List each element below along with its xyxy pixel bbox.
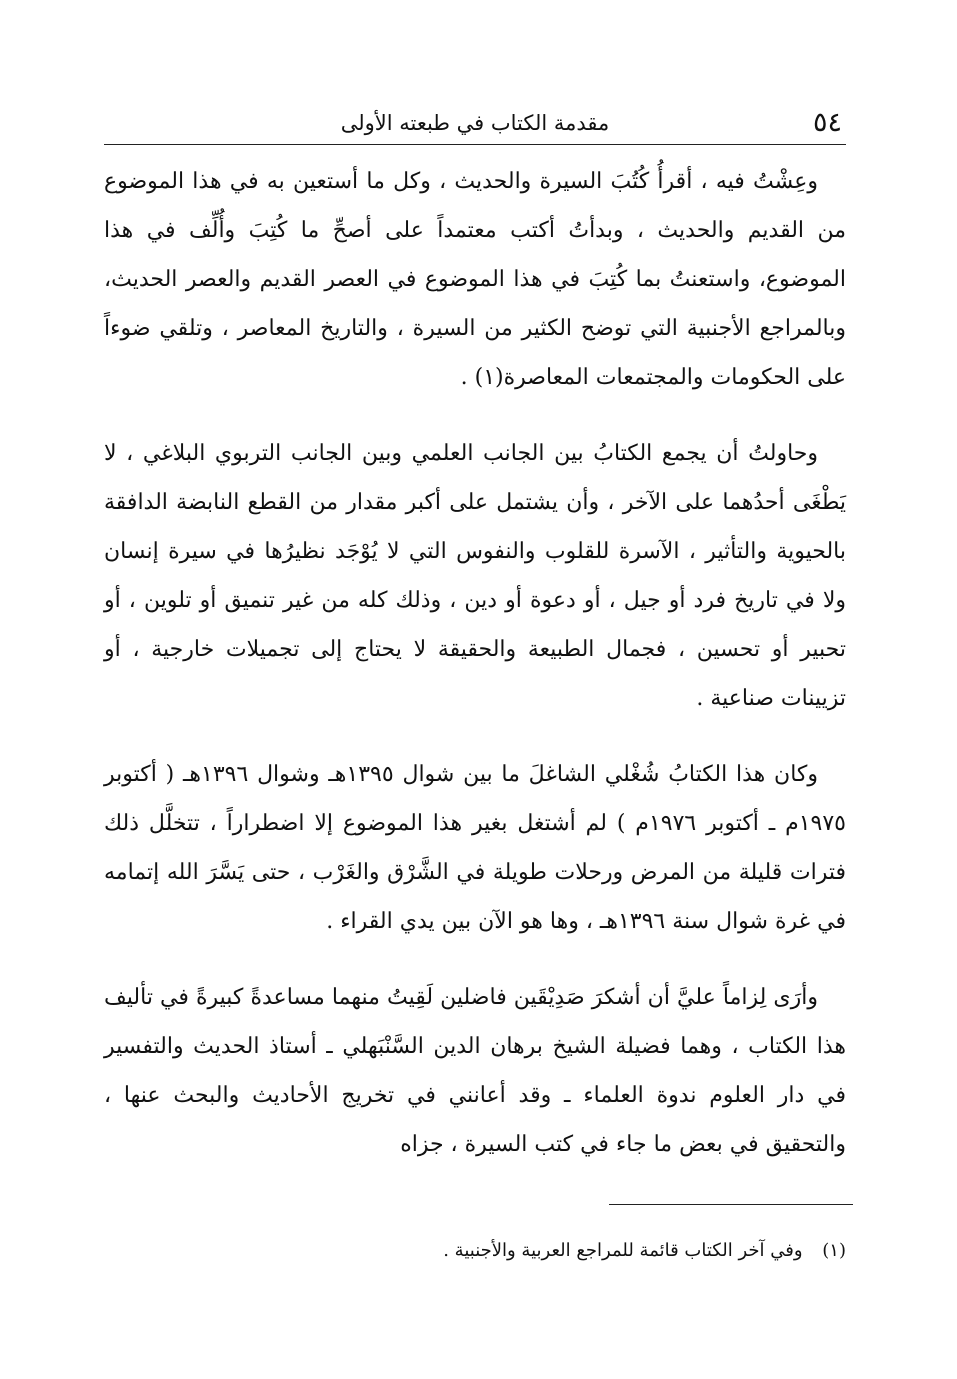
paragraph-3: وكان هذا الكتابُ شُغْلي الشاغلَ ما بين شوال ١٣٩٥هـ وشوال ١٣٩٦هـ ( أكتوبر ١٩٧٥م ـ أكتوبر ١٩٧٦م ) لم أشتغل بغير هذا الموضوع إلا اضطراراً ، تتخلَّل ذلك فترات قليلة من المرض ورحلات طويلة في الشَّرْق والغَرْب ، حتى يَسَّرَ الله إتمامه في غرة شوال سنة ١٣٩٦هـ ، وها هو الآن بين يدي القراء .: [104, 762, 846, 934]
body-text: [104, 157, 846, 1169]
running-title: مقدمة الكتاب في طبعته الأولى: [340, 111, 610, 135]
running-header: [104, 104, 846, 145]
footnote-number: (١): [822, 1240, 846, 1261]
page-number: ٥٤: [812, 107, 842, 138]
footnote-text: وفي آخر الكتاب قائمة للمراجع العربية والأجنبية .: [443, 1240, 803, 1261]
footnote: [104, 1236, 846, 1266]
paragraph-4: وأرَى لِزاماً عليَّ أن أشكرَ صَدِيْقَين فاضلين لَقِيتُ منهما مساعدةً كبيرةً في تأليف هذا الكتاب ، وهما فضيلة الشيخ برهان الدين السَّنْبَهلي ـ أستاذ الحديث والتفسير في دار العلوم ندوة العلماء ـ وقد أعانني في تخريج الأحاديث والبحث عنها ، والتحقيق في بعض ما جاء في كتب السيرة ، جزاه: [104, 985, 846, 1157]
paragraph-1: وعِشْتُ فيه ، أقرأُ كُتُبَ السيرة والحديث ، وكل ما أستعين به في هذا الموضوع من القديم والحديث ، وبدأتُ أكتب معتمداً على أصحِّ ما كُتِبَ وأُلِّف في هذا الموضوع، واستعنتُ بما كُتِبَ في هذا الموضوع في العصر القديم والعصر الحديث، وبالمراجع الأجنبية التي توضح الكثير من السيرة ، والتاريخ المعاصر ، وتلقي ضوءاً على الحكومات والمجتمعات المعاصرة(١) .: [104, 169, 846, 390]
footnote-separator: [609, 1204, 853, 1205]
paragraph-2: وحاولتُ أن يجمع الكتابُ بين الجانب العلمي وبين الجانب التربوي البلاغي ، لا يَطْغَى أحدُهما على الآخر ، وأن يشتمل على أكبر مقدار من القطع النابضة الدافقة بالحيوية والتأثير ، الآسرة للقلوب والنفوس التي لا يُوْجَد نظيرُها في سيرة إنسان ولا في تاريخ فرد أو جيل ، أو دعوة أو دين ، وذلك كله من غير تنميق أو تلوين ، أو تحبير أو تحسين ، فجمال الطبيعة والحقيقة لا يحتاج إلى تجميلات خارجية ، أو تزيينات صناعية .: [104, 441, 846, 711]
